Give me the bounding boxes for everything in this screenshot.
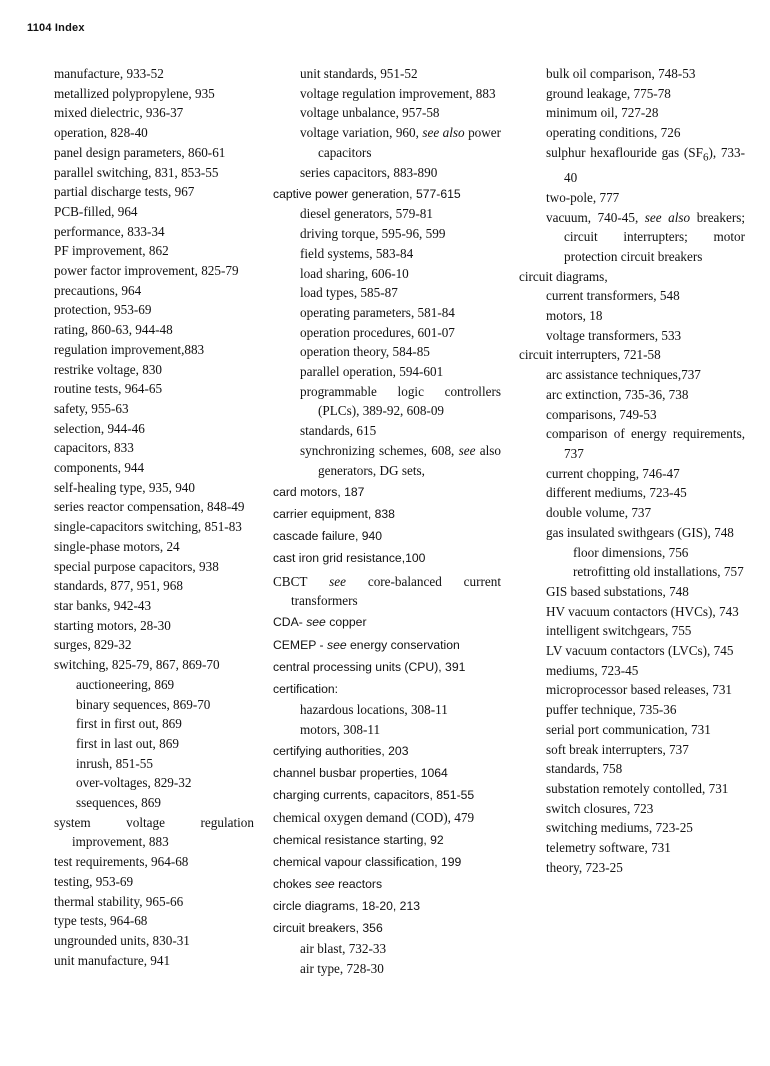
index-subentry: unit standards, 951-52 — [300, 66, 418, 81]
cross-ref-target: energy conservation — [350, 637, 460, 652]
index-entry: unit manufacture, 941 — [54, 952, 171, 968]
index-entry: ungrounded units, 830-31 — [54, 932, 190, 948]
index-subentry: first in last out, 869 — [76, 735, 179, 751]
index-entry: performance, 833-34 — [54, 223, 165, 239]
index-subentry: GIS based substations, 748 — [546, 583, 689, 599]
index-column-1 — [54, 64, 254, 970]
index-subentry: operation theory, 584-85 — [300, 344, 430, 360]
index-entry: chemical oxygen demand (COD), 479 — [273, 810, 475, 826]
entry-text: sulphur hexaflouride gas (SF — [546, 144, 703, 160]
index-subentry: standards, 615 — [300, 423, 377, 439]
index-subentry: bulk oil comparison, 748-53 — [546, 66, 696, 81]
cross-ref-target: breakers; circuit interrupters; motor protection circuit breakers — [564, 209, 746, 264]
index-subentry: operating parameters, 581-84 — [300, 304, 455, 320]
index-entry: card motors, 187 — [273, 484, 365, 499]
index-entry: manufacture, 933-52 — [54, 66, 164, 81]
entry-text: CDA- — [273, 615, 303, 630]
index-subentry: comparison of energy requirements, 737 — [546, 426, 745, 461]
index-entry: self-healing type, 935, 940 — [54, 479, 195, 495]
index-entry: selection, 944-46 — [54, 420, 145, 436]
index-subentry: field systems, 583-84 — [300, 245, 414, 261]
index-subentry: switch closures, 723 — [546, 800, 654, 816]
index-entry: restrike voltage, 830 — [54, 361, 163, 377]
entry-text: ), 733-40 — [564, 144, 745, 186]
cross-ref-target: copper — [329, 615, 367, 630]
running-header: 1104 Index — [27, 22, 85, 34]
entry-text: CEMEP - — [273, 637, 324, 652]
index-subentry: standards, 758 — [546, 761, 623, 777]
index-subsubentry: retrofitting old installations, 757 — [573, 564, 744, 580]
index-entry: single-capacitors switching, 851-83 — [54, 519, 242, 535]
index-subentry: switching mediums, 723-25 — [546, 820, 693, 836]
index-entry: circuit diagrams, — [519, 268, 608, 284]
index-entry: metallized polypropylene, 935 — [54, 85, 215, 101]
index-subentry: comparisons, 749-53 — [546, 406, 657, 422]
index-subentry — [546, 208, 745, 267]
index-entry: circle diagrams, 18-20, 213 — [273, 899, 420, 914]
index-entry: starting motors, 28-30 — [54, 617, 171, 633]
index-entry: circuit breakers, 356 — [273, 921, 383, 936]
index-entry — [273, 875, 501, 895]
index-subentry: voltage unbalance, 957-58 — [300, 105, 440, 121]
index-entry: chemical resistance starting, 92 — [273, 832, 444, 847]
index-subentry: different mediums, 723-45 — [546, 485, 687, 501]
index-subentry: gas insulated swithgears (GIS), 748 — [546, 524, 734, 540]
index-entry: routine tests, 964-65 — [54, 381, 163, 397]
index-subentry: ground leakage, 775-78 — [546, 85, 671, 101]
see-ref: see — [315, 876, 335, 891]
entry-text: chokes — [273, 876, 312, 891]
index-column-3 — [519, 64, 745, 877]
index-subentry: LV vacuum contactors (LVCs), 745 — [546, 643, 734, 659]
index-subentry: current transformers, 548 — [546, 288, 680, 304]
index-subentry: two-pole, 777 — [546, 189, 620, 205]
index-entry: partial discharge tests, 967 — [54, 184, 195, 200]
index-subentry: diesel generators, 579-81 — [300, 206, 433, 222]
index-subentry: substation remotely contolled, 731 — [546, 780, 729, 796]
index-subentry: voltage transformers, 533 — [546, 327, 682, 343]
index-subentry: double volume, 737 — [546, 505, 652, 521]
index-subentry: air type, 728-30 — [300, 960, 384, 976]
index-subentry: voltage regulation improvement, 883 — [300, 85, 496, 101]
index-entry: single-phase motors, 24 — [54, 538, 180, 554]
index-entry: central processing units (CPU), 391 — [273, 659, 466, 674]
index-subentry: minimum oil, 727-28 — [546, 105, 659, 121]
entry-text: CBCT — [273, 573, 308, 589]
index-entry: power factor improvement, 825-79 — [54, 263, 239, 279]
index-subentry: inrush, 851-55 — [76, 755, 153, 771]
see-ref: see — [326, 637, 347, 652]
index-entry: type tests, 964-68 — [54, 913, 148, 929]
index-subentry: auctioneering, 869 — [76, 676, 175, 692]
index-entry: series reactor compensation, 848-49 — [54, 499, 245, 515]
index-subentry: serial port communication, 731 — [546, 721, 711, 737]
entry-text: vacuum, 740-45, — [546, 209, 639, 225]
index-entry: chemical vapour classification, 199 — [273, 854, 462, 869]
index-subentry: microprocessor based releases, 731 — [546, 682, 733, 698]
index-subsubentry: floor dimensions, 756 — [573, 544, 689, 560]
index-entry — [273, 572, 501, 611]
index-entry: regulation improvement,883 — [54, 341, 205, 357]
cross-ref-target: power capacitors — [318, 125, 502, 160]
index-entry: circuit interrupters, 721-58 — [519, 347, 661, 363]
index-subentry: programmable logic controllers (PLCs), 389-92, 608-09 — [300, 383, 501, 419]
index-subentry: soft break interrupters, 737 — [546, 741, 689, 757]
index-entry: testing, 953-69 — [54, 873, 134, 889]
index-entry: channel busbar properties, 1064 — [273, 765, 448, 780]
cross-ref-target: also generators, DG sets, — [318, 442, 502, 478]
index-entry: safety, 955-63 — [54, 400, 129, 416]
see-ref: see — [329, 573, 346, 589]
index-entry: thermal stability, 965-66 — [54, 893, 184, 909]
index-subentry: telemetry software, 731 — [546, 840, 671, 856]
see-ref: see — [458, 442, 476, 458]
index-subentry: arc assistance techniques,737 — [546, 367, 701, 383]
index-entry: test requirements, 964-68 — [54, 854, 189, 870]
index-subentry: over-voltages, 829-32 — [76, 775, 192, 791]
index-subentry: operating conditions, 726 — [546, 125, 681, 141]
index-entry: panel design parameters, 860-61 — [54, 144, 226, 160]
index-subentry: motors, 18 — [546, 308, 603, 324]
index-entry: standards, 877, 951, 968 — [54, 578, 183, 594]
index-entry — [273, 636, 501, 656]
index-entry: captive power generation, 577-615 — [273, 186, 461, 201]
index-entry: switching, 825-79, 867, 869-70 — [54, 657, 220, 673]
index-entry: rating, 860-63, 944-48 — [54, 322, 173, 338]
index-subentry: motors, 308-11 — [300, 721, 381, 737]
index-entry: operation, 828-40 — [54, 125, 148, 141]
index-entry: parallel switching, 831, 853-55 — [54, 164, 219, 180]
index-entry — [273, 613, 501, 633]
index-entry: system voltage regulation improvement, 883 — [54, 814, 254, 850]
index-entry: certifying authorities, 203 — [273, 743, 409, 758]
entry-text: voltage variation, 960, — [300, 125, 419, 141]
index-subentry: puffer technique, 735-36 — [546, 702, 677, 718]
index-entry: PCB-filled, 964 — [54, 203, 138, 219]
index-subentry — [546, 143, 745, 188]
index-subentry: load types, 585-87 — [300, 285, 398, 301]
index-entry: cast iron grid resistance,100 — [273, 551, 426, 566]
index-entry: protection, 953-69 — [54, 302, 152, 318]
index-entry: charging currents, capacitors, 851-55 — [273, 788, 475, 803]
index-entry: mixed dielectric, 936-37 — [54, 105, 184, 121]
index-entry: precautions, 964 — [54, 282, 142, 298]
index-subentry — [300, 123, 501, 162]
index-entry: special purpose capacitors, 938 — [54, 558, 219, 574]
cross-ref-target: core-balanced current transformers — [291, 573, 502, 609]
index-column-2 — [273, 64, 501, 978]
index-subentry: binary sequences, 869-70 — [76, 696, 211, 712]
see-also-ref: see also — [422, 125, 465, 141]
cross-ref-target: reactors — [338, 876, 383, 891]
see-also-ref: see also — [644, 209, 691, 225]
index-subentry: hazardous locations, 308-11 — [300, 701, 448, 717]
index-entry: cascade failure, 940 — [273, 529, 383, 544]
index-subentry: load sharing, 606-10 — [300, 265, 409, 281]
index-subentry: series capacitors, 883-890 — [300, 164, 438, 180]
index-subentry: HV vacuum contactors (HVCs), 743 — [546, 603, 739, 619]
index-subentry: intelligent switchgears, 755 — [546, 623, 692, 639]
see-ref: see — [306, 615, 326, 630]
index-subentry: mediums, 723-45 — [546, 662, 639, 678]
index-subentry: current chopping, 746-47 — [546, 465, 680, 481]
entry-text: synchronizing schemes, 608, — [300, 442, 455, 458]
index-subentry: driving torque, 595-96, 599 — [300, 226, 446, 242]
index-entry: certification: — [273, 682, 339, 697]
index-entry: components, 944 — [54, 460, 145, 476]
index-entry: carrier equipment, 838 — [273, 506, 395, 521]
index-subentry: first in first out, 869 — [76, 716, 182, 732]
index-subentry: ssequences, 869 — [76, 795, 161, 811]
index-entry: capacitors, 833 — [54, 440, 134, 456]
index-subentry: theory, 723-25 — [546, 859, 623, 875]
index-subentry: arc extinction, 735-36, 738 — [546, 386, 689, 402]
index-entry: PF improvement, 862 — [54, 243, 169, 259]
index-entry: star banks, 942-43 — [54, 597, 152, 613]
index-subentry — [300, 441, 501, 480]
index-subentry: parallel operation, 594-601 — [300, 364, 444, 380]
subscript: 6 — [702, 151, 709, 164]
index-subentry: operation procedures, 601-07 — [300, 324, 455, 340]
index-entry: surges, 829-32 — [54, 637, 132, 653]
index-subentry: air blast, 732-33 — [300, 941, 387, 957]
